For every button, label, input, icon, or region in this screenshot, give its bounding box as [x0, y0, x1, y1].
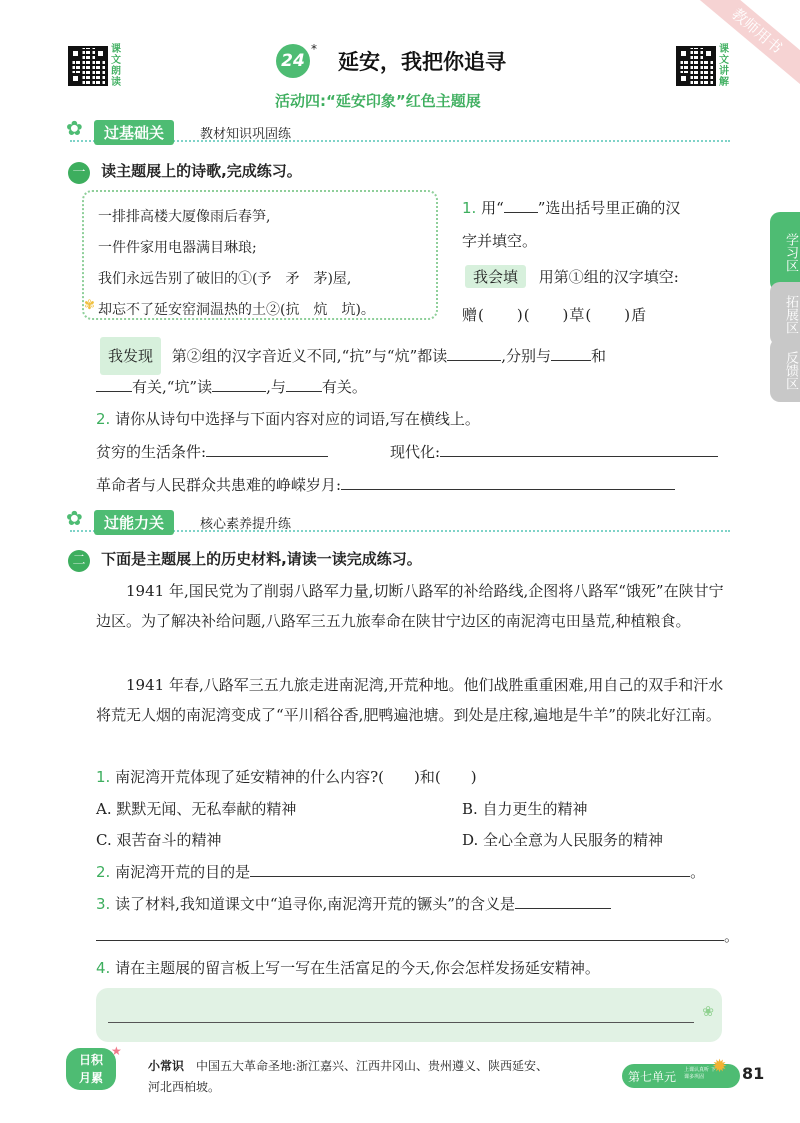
poem-line: 我们永远告别了破旧的①(予 矛 茅)屋, — [98, 271, 352, 287]
poem-box — [82, 190, 438, 320]
subq-1: 1. 用“ ”选出括号里正确的汉 字并填空。 — [462, 199, 681, 250]
subq-2: 2. 请你从诗句中选择与下面内容对应的词语,写在横线上。 — [96, 410, 480, 428]
answer-blank[interactable] — [551, 360, 591, 361]
page-subtitle: 活动四:“延安印象”红色主题展 — [275, 92, 481, 110]
answer-blank[interactable] — [341, 489, 675, 490]
wo-fa-xian-badge: 我发现 — [100, 337, 161, 375]
qr-code-left[interactable] — [68, 46, 108, 86]
answer-blank[interactable] — [440, 456, 718, 457]
answer-blank[interactable] — [250, 876, 690, 877]
message-board[interactable] — [96, 988, 722, 1042]
qr-code-right[interactable] — [676, 46, 716, 86]
star-icon: ✿ — [66, 506, 83, 530]
material-paragraph-2: 1941 年春,八路军三五九旅走进南泥湾,开荒种地。他们战胜重重困难,用自己的双手和汗水将荒无人烟的南泥湾变成了“平川稻谷香,肥鸭遍池塘。到处是庄稼,遍地是牛羊”的陕北好江南。 — [96, 676, 724, 724]
flower-icon: ✾ — [84, 298, 95, 313]
message-line — [108, 1022, 694, 1023]
leaf-icon: ❀ — [702, 1004, 714, 1020]
poor-row: 贫穷的生活条件: — [96, 441, 328, 462]
page-title: 延安，我把你追寻 — [338, 50, 506, 74]
answer-blank[interactable] — [447, 360, 501, 361]
option-a[interactable]: A. 默默无闻、无私奉献的精神 — [96, 800, 297, 818]
question-title: 下面是主题展上的历史材料,请读一读完成练习。 — [101, 550, 422, 568]
answer-blank[interactable] — [96, 940, 724, 941]
section-tag-basic: 过基础关 — [94, 120, 174, 145]
lesson-star: * — [311, 42, 317, 56]
side-tab-study[interactable]: 学习区 — [770, 212, 800, 292]
question-title: 读主题展上的诗歌,完成练习。 — [101, 162, 302, 180]
mark-blank — [504, 212, 538, 213]
answer-blank[interactable] — [515, 908, 611, 909]
discovery-row-2: 有关,“坑”读 ,与 有关。 — [96, 376, 367, 397]
watermark-text: 教师用书 — [728, 4, 786, 58]
question-number: 二 — [68, 550, 90, 572]
option-b[interactable]: B. 自力更生的精神 — [462, 800, 588, 818]
lesson-number: 24 — [281, 51, 305, 71]
section-tag-ability: 过能力关 — [94, 510, 174, 535]
qr-right-label: 课文讲解 — [719, 44, 729, 88]
material-paragraph-1: 1941 年,国民党为了削弱八路军力量,切断八路军的补给路线,企图将八路军“饿死”在陕甘宁边区。为了解决补给问题,八路军三五九旅奉命在陕甘宁边区的南泥湾屯田垦荒,种植粮食。 — [96, 582, 724, 630]
qr-left-label: 课文朗读 — [111, 44, 121, 88]
q2-1: 1. 南泥湾开荒体现了延安精神的什么内容?( )和( ) — [96, 768, 477, 786]
discovery-row: 我发现 第②组的汉字音近义不同,“抗”与“炕”都读 ,分别与 和 — [100, 337, 740, 375]
answer-blank[interactable] — [206, 456, 328, 457]
q2-3: 3. 读了材料,我知道课文中“追寻你,南泥湾开荒的镢头”的含义是 — [96, 893, 611, 914]
side-tab-extend[interactable]: 拓展区 — [770, 282, 800, 346]
q2-2: 2. 南泥湾开荒的目的是 。 — [96, 863, 706, 881]
poem-line: 却忘不了延安窑洞温热的土②(抗 炕 坑)。 — [98, 302, 375, 318]
section-sub-basic: 教材知识巩固练 — [200, 127, 292, 142]
poem-line: 一件件家用电器满目琳琅; — [98, 240, 257, 256]
section-header-basic — [70, 120, 730, 142]
section-sub-ability: 核心素养提升练 — [200, 517, 292, 532]
wo-hui-tian-badge: 我会填 — [465, 265, 526, 288]
question-number: 一 — [68, 162, 90, 184]
section-header-ability — [70, 510, 730, 532]
poem-line: 一排排高楼大厦像雨后春笋, — [98, 209, 271, 225]
q2-3-line2: 。 — [96, 925, 739, 946]
fill-in-row[interactable]: 赠( )( )草( )盾 — [462, 306, 648, 324]
star-icon: ✿ — [66, 116, 83, 140]
answer-blank[interactable] — [96, 391, 132, 392]
option-d[interactable]: D. 全心全意为人民服务的精神 — [462, 831, 664, 849]
modern-row: 现代化: — [390, 441, 718, 462]
tip-text: 小常识 中国五大革命圣地:浙江嘉兴、江西井冈山、贵州遵义、陕西延安、 河北西柏坡。 — [148, 1059, 549, 1094]
mascot-icon: ✹ — [712, 1056, 728, 1077]
answer-blank[interactable] — [286, 391, 322, 392]
revolution-row: 革命者与人民群众共患难的峥嵘岁月: — [96, 474, 675, 495]
question-2-title — [68, 548, 422, 572]
lesson-number-badge — [276, 44, 310, 78]
q2-4: 4. 请在主题展的留言板上写一写在生活富足的今天,你会怎样发扬延安精神。 — [96, 959, 600, 977]
answer-blank[interactable] — [212, 391, 266, 392]
daily-badge: 日积 月累 — [66, 1048, 116, 1090]
side-tab-feedback[interactable]: 反馈区 — [770, 338, 800, 402]
fill-in-label-row: 我会填 用第①组的汉字填空: — [465, 265, 679, 288]
pink-star-icon: ★ — [111, 1044, 122, 1058]
option-c[interactable]: C. 艰苦奋斗的精神 — [96, 831, 222, 849]
question-1-title — [68, 160, 302, 184]
page-number: 81 — [742, 1064, 765, 1083]
unit-pill: 第七单元 上课认真听 下课多巩固 — [622, 1064, 740, 1088]
